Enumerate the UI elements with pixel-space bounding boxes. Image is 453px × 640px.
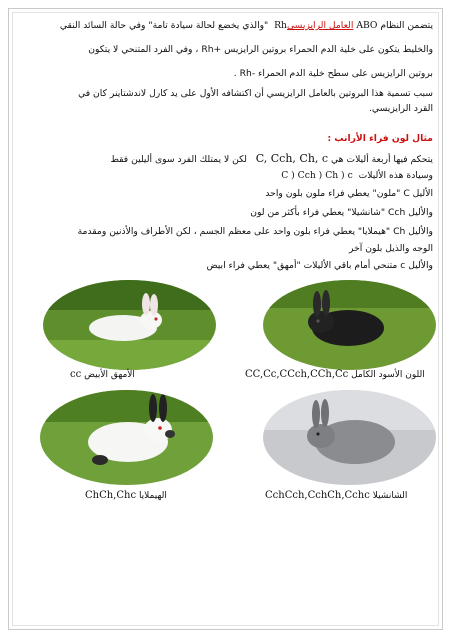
black-genotype: CC,Cc,CCch,CCh,Cc xyxy=(245,369,349,380)
dominance-order: C ) Cch ) Ch ) c xyxy=(281,170,353,181)
black-rabbit-photo xyxy=(263,280,436,370)
himalayan-genotype: ChCh,Chc xyxy=(85,490,137,501)
paragraph-line-1 xyxy=(60,20,433,32)
example-heading: مثال لون فراء الأرانب : xyxy=(327,133,433,144)
chinchilla-caption xyxy=(265,490,407,501)
himalayan-rabbit-photo xyxy=(40,390,213,485)
abo-term: ABO xyxy=(356,20,378,31)
chinchilla-genotype: CchCch,CchCh,Cchc xyxy=(265,490,370,501)
text-fragment: وسيادة هذه الأليلات xyxy=(358,170,433,181)
text-fragment: يتحكم فيها أربعة أليلات هي xyxy=(331,154,433,165)
example-line-1 xyxy=(110,153,433,166)
paragraph-line-2: والخليط يتكون على خلية الدم الحمراء بروتين الرايزيس +Rh ، وفي الفرد المتنحي لا يتكون xyxy=(88,44,433,55)
chinchilla-label: الشانشيلا xyxy=(372,491,408,501)
rh-term: Rh xyxy=(271,20,287,31)
allele-line-colored: الأليل C "ملون" يعطي فراء ملون بلون واحد xyxy=(265,188,433,199)
albino-caption xyxy=(70,369,135,380)
alleles-list: C, Cch, Ch, c xyxy=(255,152,329,165)
allele-line-himalayan-cont: الوجه والذيل بلون آخر xyxy=(349,243,433,254)
himalayan-caption xyxy=(85,490,167,501)
example-line-2 xyxy=(281,170,433,182)
paragraph-line-3: بروتين الرايزيس على سطح خلية الدم الحمراء -Rh . xyxy=(233,68,433,79)
paragraph-line-4: سبب تسمية هذا البروتين بالعامل الرايزيسي أن اكتشافه الأول على يد كارل لاندشتاينر كان في xyxy=(78,88,433,99)
black-caption xyxy=(245,369,425,380)
allele-line-chinchilla: والأليل Cch "شانشيلا" يعطي فراء بأكثر من لون xyxy=(250,207,433,218)
text-fragment: يتضمن النظام xyxy=(377,20,433,31)
himalayan-label: الهيملايا xyxy=(138,491,167,501)
allele-line-himalayan: والأليل Ch "هيملايا" يعطي فراء بلون واحد على معظم الجسم ، لكن الأطراف والأذنين ومقدمة xyxy=(77,226,433,237)
text-fragment: لكن لا يمتلك الفرد سوى أليلين فقط xyxy=(110,154,247,165)
rh-factor-term: العامل الرايزيسي xyxy=(286,20,354,31)
albino-genotype: cc xyxy=(70,369,82,380)
black-label: اللون الأسود الكامل xyxy=(351,370,425,380)
albino-label: الأمهق الأبيض xyxy=(84,370,135,380)
chinchilla-rabbit-photo xyxy=(263,390,436,485)
text-fragment: "والذي يخضع لحالة سيادة تامة" وفي حالة السائد النقي xyxy=(59,20,272,31)
albino-rabbit-photo xyxy=(43,280,216,370)
allele-line-albino: والأليل c متنحي أمام باقي الأليلات "أمهق" يعطي فراء ابيض xyxy=(206,260,433,271)
paragraph-line-5: القرد الرايزيسي. xyxy=(368,103,433,114)
